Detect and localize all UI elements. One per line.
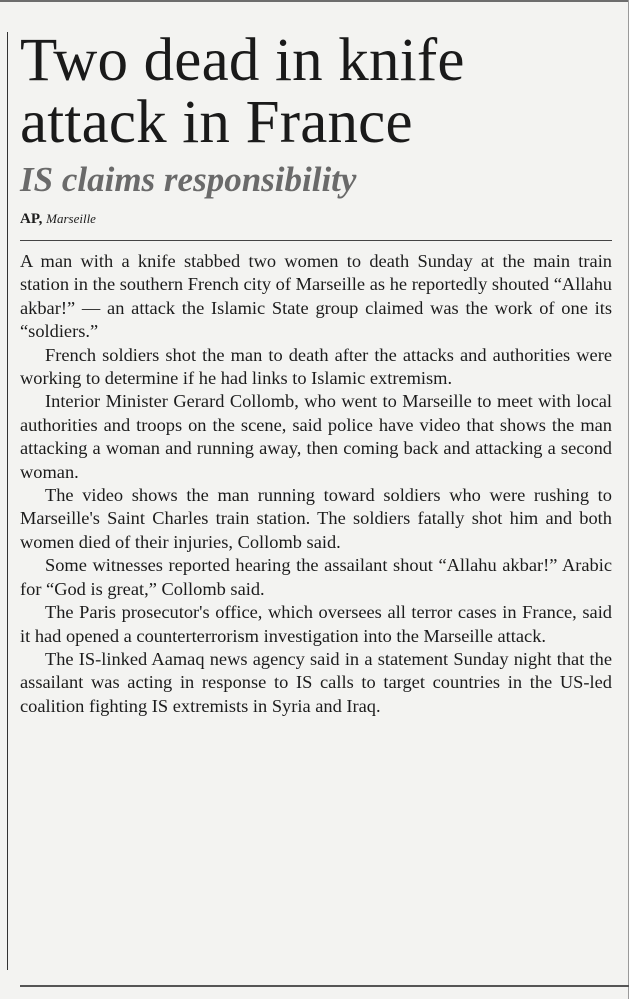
article-body <box>20 250 612 718</box>
paragraph: A man with a knife stabbed two women to death Sunday at the main train station in the southern French city of Marseille as he reportedly shouted “Allahu akbar!” — an attack the Islamic State group claimed was the work of one its “soldiers.” <box>20 251 612 342</box>
top-border-rule <box>0 0 629 2</box>
byline <box>20 210 612 228</box>
byline-agency: AP, <box>20 211 43 227</box>
byline-location: Marseille <box>46 211 96 226</box>
news-article <box>20 27 612 718</box>
paragraph: The IS-linked Aamaq news agency said in a statement Sunday night that the assailant was acting in response to IS calls to target countries in the US-led coalition fighting IS extremists in Syria and Iraq. <box>20 648 612 716</box>
byline-divider <box>20 240 612 241</box>
subheadline: IS claims responsibility <box>20 160 357 199</box>
headline: Two dead in knife attack in France <box>20 27 465 156</box>
paragraph: Interior Minister Gerard Collomb, who went to Marseille to meet with local authorities and troops on the scene, said police have video that shows the man attacking a woman and running away, then coming back and attacking a second woman. <box>20 391 612 482</box>
paragraph: Some witnesses reported hearing the assailant shout “Allahu akbar!” Arabic for “God is great,” Collomb said. <box>20 555 612 599</box>
paragraph: The Paris prosecutor's office, which oversees all terror cases in France, said it had opened a counterterrorism investigation into the Marseille attack. <box>20 602 612 646</box>
paragraph: The video shows the man running toward soldiers who were rushing to Marseille's Saint Charles train station. The soldiers fatally shot him and both women died of their injuries, Collomb said. <box>20 485 612 552</box>
bottom-border-rule <box>20 985 629 987</box>
paragraph: French soldiers shot the man to death after the attacks and authorities were working to determine if he had links to Islamic extremism. <box>20 344 612 389</box>
column-left-rule <box>7 32 8 970</box>
